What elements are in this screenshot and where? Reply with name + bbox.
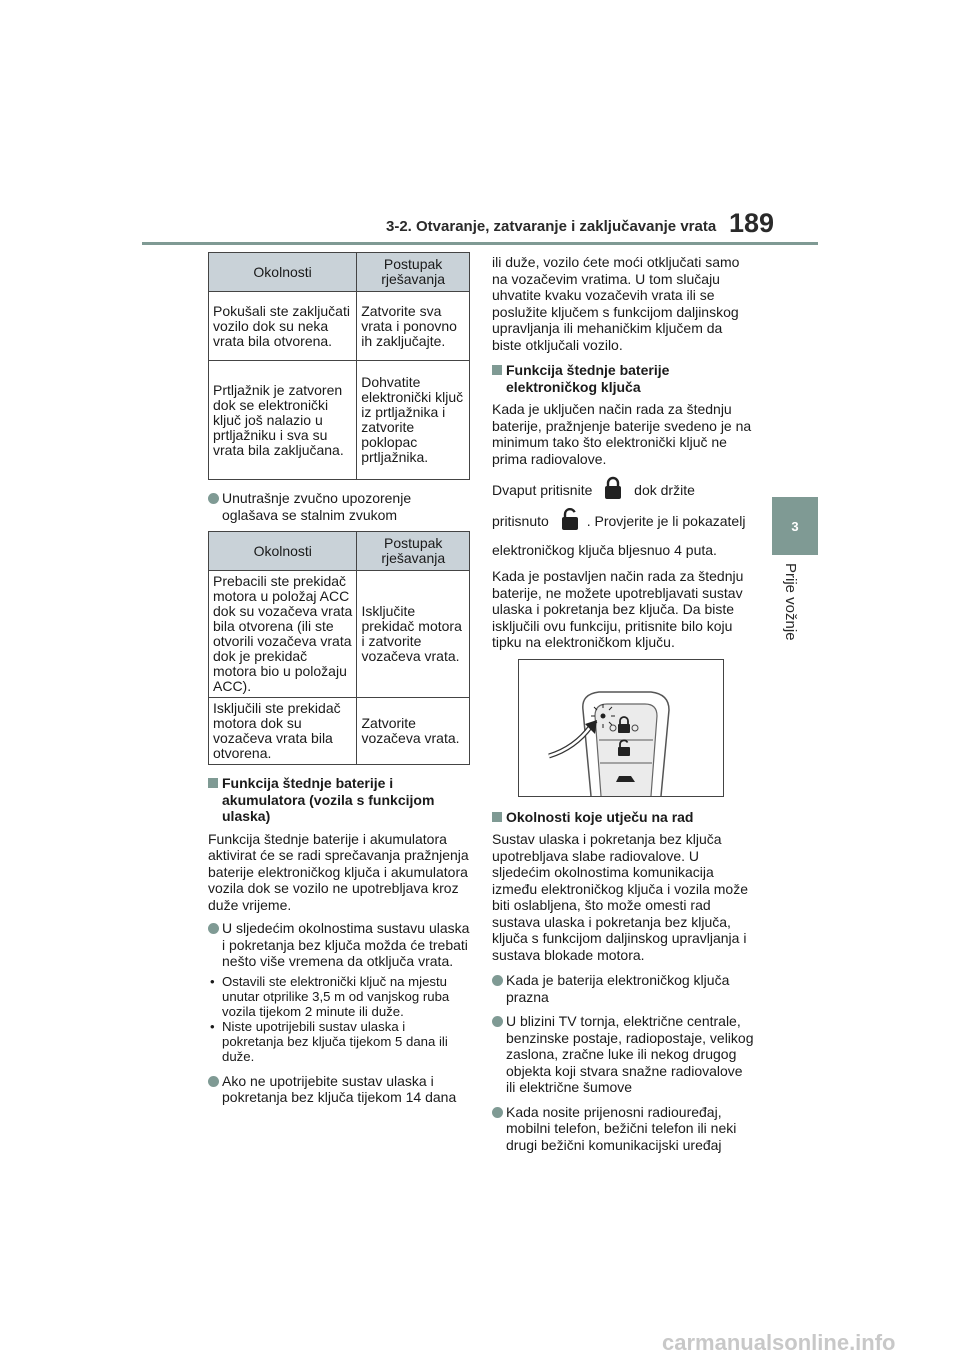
table-cell: Isključili ste prekidač motora dok su vozačeva vrata bila otvorena. <box>209 698 357 765</box>
table-header-remedy: Postupak rješavanja <box>357 532 470 571</box>
table-header-circumstances: Okolnosti <box>209 532 357 571</box>
table-cell: Prtljažnik je zatvoren dok se elektronički ključ još nalazio u prtljažniku i sva su vrata bila zaključana. <box>209 361 357 480</box>
battery-saving-instructions <box>492 476 754 562</box>
left-column <box>208 252 470 1114</box>
table-row <box>209 571 470 698</box>
heading-battery-saving-vehicle: Funkcija štednje baterije i akumulatora (vozila s funkcijom ulaska) <box>208 775 470 825</box>
bullet-item: Kada nosite prijenosni radiouređaj, mobilni telefon, bežični telefon ili neki drugi bežični komunikacijski uređaj <box>492 1104 754 1154</box>
instruction-text: . Provjerite je li pokazatelj elektroničkog ključa bljesnuo 4 puta. <box>492 513 746 558</box>
unlock-icon <box>561 507 579 538</box>
table-cell: Isključite prekidač motora i zatvorite vozačeva vrata. <box>357 571 470 698</box>
heading-key-battery-saving: Funkcija štednje baterije elektroničkog ključa <box>492 362 754 395</box>
key-fob-illustration <box>518 659 724 797</box>
paragraph: Kada je postavljen način rada za štednju baterije, ne možete upotrebljavati sustav ulaska i pokretanja bez ključa. Da biste isključili ovu funkciju, pritisnite bilo koju tipku na elektroničkom ključu. <box>492 568 744 650</box>
bullet-item: U sljedećim okolnostima sustavu ulaska i pokretanja bez ključa možda će trebati nešto više vremena da otključa vrata. <box>208 920 470 970</box>
table-door-lock-buzzer <box>208 252 470 480</box>
heading-conditions: Okolnosti koje utječu na rad <box>492 809 754 826</box>
table-header-circumstances: Okolnosti <box>209 253 357 292</box>
sub-list-item: • Niste upotrijebili sustav ulaska i pokretanja bez ključa tijekom 5 dana ili duže. <box>208 1019 470 1064</box>
table-cell: Zatvorite sva vrata i ponovno ih zaključajte. <box>357 292 470 361</box>
sub-list-item: • Ostavili ste elektronički ključ na mjestu unutar otprilike 3,5 m od vanjskog ruba vozila tijekom 2 minute ili duže. <box>208 974 470 1019</box>
table-acc-buzzer <box>208 531 470 765</box>
header-rule <box>142 242 818 245</box>
table-cell: Prebacili ste prekidač motora u položaj ACC dok su vozačeva vrata bila otvorena (ili ste otvorili vozačeva vrata dok je prekidač motora bio u položaju ACC). <box>209 571 357 698</box>
page-number: 189 <box>729 208 775 238</box>
table-row <box>209 698 470 765</box>
table-cell: Dohvatite elektronički ključ iz prtljažnika i zatvorite poklopac prtljažnika. <box>357 361 470 480</box>
header-title: 3-2. Otvaranje, zatvaranje i zaključavanje vrata <box>386 218 717 235</box>
table-cell: Zatvorite vozačeva vrata. <box>357 698 470 765</box>
chapter-number: 3 <box>791 518 799 534</box>
paragraph: Kada je uključen način rada za štednju baterije, pražnjenje baterije svedeno je na minimum tako što elektronički ključ ne prima radiovalove. <box>492 401 752 467</box>
chapter-label: Prije vožnje <box>782 563 799 641</box>
instruction-text: Dvaput pritisnite <box>492 482 593 499</box>
table-cell: Pokušali ste zaključati vozilo dok su neka vrata bila otvorena. <box>209 292 357 361</box>
bullet-item: U blizini TV tornja, električne centrale, benzinske postaje, radiopostaje, velikog zaslona, zračne luke ili nekog drugog objekta koji stvara snažne radiovalove ili električne šumove <box>492 1013 754 1096</box>
table-row <box>209 361 470 480</box>
watermark: carmanualsonline.info <box>662 1330 896 1355</box>
bullet-item: Kada je baterija elektroničkog ključa prazna <box>492 972 754 1005</box>
bullet-item: Ako ne upotrijebite sustav ulaska i pokretanja bez ključa tijekom 14 dana <box>208 1073 470 1106</box>
paragraph: Sustav ulaska i pokretanja bez ključa upotrebljava slabe radiovalove. U sljedećim okolnostima komunikacija između elektroničkog ključa i vozila može biti oslabljena, što može omesti rad sustava ulaska i pokretanja bez ključa, ključa s funkcijom daljinskog upravljanja i sustava blokade motora. <box>492 831 748 963</box>
table-row <box>209 292 470 361</box>
chapter-tab <box>772 497 818 555</box>
paragraph-continuation: ili duže, vozilo ćete moći otključati samo na vozačevim vratima. U tom slučaju uhvatite kvaku vozačevih vrata ili se poslužite ključem s funkcijom daljinskog upravljanja ili mehaničkim ključem da biste otključali vozilo. <box>492 254 740 353</box>
right-column <box>492 254 754 1161</box>
sub-list <box>208 974 470 1064</box>
lock-icon <box>604 476 622 507</box>
instruction-text: pritisnuto <box>492 513 549 530</box>
bullet-internal-buzzer: Unutrašnje zvučno upozorenje oglašava se stalnim zvukom <box>208 490 470 523</box>
instruction-text: dok držite <box>634 482 695 499</box>
paragraph: Funkcija štednje baterije i akumulatora aktivirat će se radi sprečavanja pražnjenja baterije elektroničkog ključa i akumulatora vozila dok se vozilo ne upotrebljava kroz duže vrijeme. <box>208 830 469 913</box>
table-header-remedy: Postupak rješavanja <box>357 253 470 292</box>
